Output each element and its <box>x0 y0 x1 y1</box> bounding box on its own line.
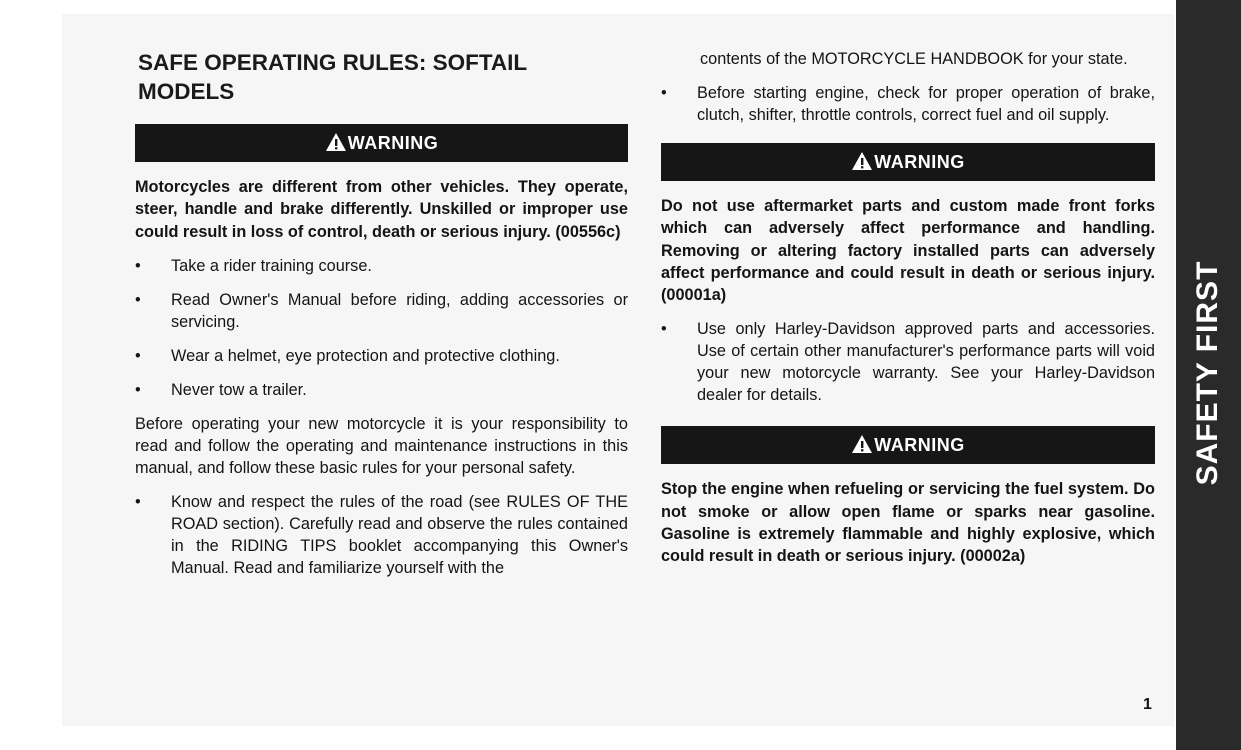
body-paragraph: Before operating your new motorcycle it is your responsibility to read and follow the operating and maintenance instructions in this manual, and follow these basic rules for your personal safety. <box>135 414 628 477</box>
bullet-dot: • <box>135 346 141 365</box>
left-column <box>135 48 628 579</box>
list-item <box>135 345 628 367</box>
list-item <box>135 379 628 401</box>
bullet-dot: • <box>135 380 141 399</box>
warning-label: WARNING <box>874 151 965 172</box>
list-item <box>661 318 1155 406</box>
list-item-text: Read Owner's Manual before riding, adding accessories or servicing. <box>171 290 628 331</box>
warning-triangle-icon <box>851 151 873 171</box>
warning-banner <box>135 124 628 162</box>
warning-text: Motorcycles are different from other vehicles. They operate, steer, handle and brake differently. Unskilled or improper use could result in loss of control, death or serious injury. (00556c) <box>135 178 628 241</box>
list-item <box>135 491 628 579</box>
section-tab-label: SAFETY FIRST <box>1191 260 1224 486</box>
bullet-dot: • <box>135 290 141 309</box>
bullet-dot: • <box>661 320 667 339</box>
list-item-text: Wear a helmet, eye protection and protective clothing. <box>171 346 560 365</box>
continued-text: contents of the MOTORCYCLE HANDBOOK for your state. <box>700 50 1128 68</box>
warning-text: Stop the engine when refueling or servicing the fuel system. Do not smoke or allow open flame or sparks near gasoline. Gasoline is extremely flammable and highly explosive, which could result in death or serious injury. (00002a) <box>661 480 1155 566</box>
bullet-dot: • <box>661 84 667 102</box>
list-item-text: Never tow a trailer. <box>171 380 307 399</box>
list-item <box>661 82 1155 126</box>
warning-triangle-icon <box>325 132 347 152</box>
list-item-text: Know and respect the rules of the road (see RULES OF THE ROAD section). Carefully read and observe the rules contained in the RIDING TIPS booklet accompanying this Owner's Manual. Read and familiarize yourself with the <box>171 492 628 577</box>
warning-banner <box>661 426 1155 464</box>
list-item-text: Before starting engine, check for proper operation of brake, clutch, shifter, throttle controls, correct fuel and oil supply. <box>697 84 1155 124</box>
warning-banner <box>661 143 1155 181</box>
page-number: 1 <box>1143 696 1152 713</box>
bullet-dot: • <box>135 492 141 511</box>
warning-label: WARNING <box>347 132 439 153</box>
list-item-text: Take a rider training course. <box>171 256 372 275</box>
right-column <box>661 48 1155 576</box>
list-item <box>135 255 628 277</box>
page-title: SAFE OPERATING RULES: SOFTAIL MODELS <box>138 50 527 104</box>
list-item <box>135 289 628 333</box>
warning-text: Do not use aftermarket parts and custom made front forks which can adversely affect performance and handling. Removing or altering factory installed parts can adversely affect performance and could result in death or serious injury. (00001a) <box>661 197 1155 305</box>
list-item-text: Use only Harley-Davidson approved parts and accessories. Use of certain other manufacturer's performance parts will void your new motorcycle warranty. See your Harley-Davidson dealer for details. <box>697 320 1155 405</box>
warning-label: WARNING <box>874 434 965 455</box>
bullet-dot: • <box>135 256 141 275</box>
warning-triangle-icon <box>851 434 873 454</box>
